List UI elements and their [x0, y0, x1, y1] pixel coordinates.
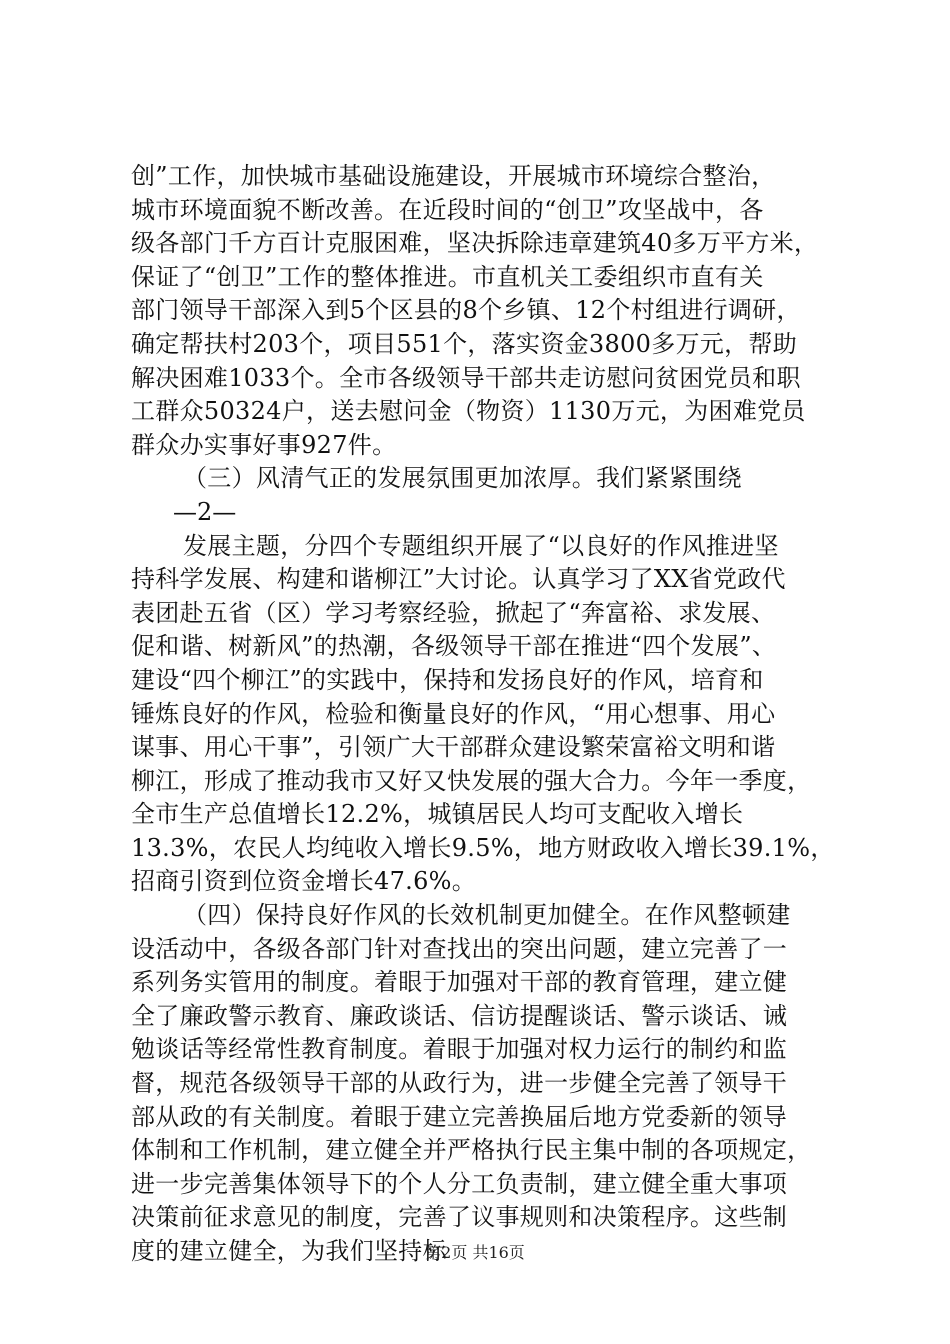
section-heading-line: （三）风清气正的发展氛围更加浓厚。我们紧紧围绕 — [183, 464, 742, 493]
text-line: 柳江，形成了推动我市又好又快发展的强大合力。今年一季度， — [131, 766, 812, 795]
text-line: 表团赴五省（区）学习考察经验，掀起了“奔富裕、求发展、 — [131, 598, 776, 627]
text-line: 招商引资到位资金增长47.6%。 — [131, 867, 477, 896]
text-line: 发展主题，分四个专题组织开展了“以良好的作风推进坚 — [183, 531, 779, 560]
text-line: 锤炼良好的作风，检验和衡量良好的作风，“用心想事、用心 — [131, 699, 776, 728]
paragraph-4 — [131, 899, 836, 1269]
text-line: 部门领导干部深入到5个区县的8个乡镇、12个村组进行调研， — [131, 296, 801, 325]
text-line: 全市生产总值增长12.2%，城镇居民人均可支配收入增长 — [131, 800, 744, 829]
text-line: 体制和工作机制，建立健全并严格执行民主集中制的各项规定， — [131, 1136, 812, 1165]
text-line: 创”工作，加快城市基础设施建设，开展城市环境综合整治， — [131, 162, 776, 190]
text-line: 进一步完善集体领导下的个人分工负责制，建立健全重大事项 — [131, 1169, 788, 1198]
text-line: 度的建立健全，为我们坚持标 — [131, 1237, 447, 1265]
text-line: 系列务实管用的制度。着眼于加强对干部的教育管理，建立健 — [131, 968, 788, 997]
text-line: 部从政的有关制度。着眼于建立完善换届后地方党委新的领导 — [131, 1102, 788, 1131]
page-footer: 第2页 共16页 — [425, 1243, 525, 1262]
text-line: 确定帮扶村203个，项目551个，落实资金3800多万元，帮助 — [131, 329, 797, 358]
document-body — [131, 160, 836, 1269]
paragraph-1 — [131, 160, 836, 462]
text-line: 促和谐、树新风”的热潮，各级领导干部在推进“四个发展”、 — [131, 632, 777, 661]
paragraph-2 — [131, 462, 836, 496]
paragraph-3 — [131, 530, 836, 900]
text-line: 持科学发展、构建和谐柳江”大讨论。认真学习了XX省党政代 — [131, 565, 786, 594]
inline-page-marker: —2— — [173, 497, 237, 526]
text-line: 谋事、用心干事”，引领广大干部群众建设繁荣富裕文明和谐 — [131, 733, 776, 762]
text-line: 勉谈话等经常性教育制度。着眼于加强对权力运行的制约和监 — [131, 1035, 788, 1064]
text-line: 设活动中，各级各部门针对查找出的突出问题，建立完善了一 — [131, 934, 788, 963]
text-line: 城市环境面貌不断改善。在近段时间的“创卫”攻坚战中，各 — [131, 195, 764, 224]
text-line: 工群众50324户，送去慰问金（物资）1130万元，为困难党员 — [131, 397, 806, 426]
text-line: 群众办实事好事927件。 — [131, 430, 397, 459]
text-line: 全了廉政警示教育、廉政谈话、信访提醒谈话、警示谈话、诫 — [131, 1001, 788, 1030]
text-line: 决策前征求意见的制度，完善了议事规则和决策程序。这些制 — [131, 1203, 788, 1232]
text-line: 解决困难1033个。全市各级领导干部共走访慰问贫困党员和职 — [131, 363, 801, 392]
text-line: 保证了“创卫”工作的整体推进。市直机关工委组织市直有关 — [131, 262, 764, 291]
text-line: 建设“四个柳江”的实践中，保持和发扬良好的作风，培育和 — [131, 665, 764, 694]
section-heading-line: （四）保持良好作风的长效机制更加健全。在作风整顿建 — [183, 901, 791, 930]
text-line: 级各部门千方百计克服困难，坚决拆除违章建筑40多万平方米， — [131, 229, 819, 258]
text-line: 13.3%，农民人均纯收入增长9.5%，地方财政收入增长39.1%， — [131, 833, 835, 862]
text-line: 督，规范各级领导干部的从政行为，进一步健全完善了领导干 — [131, 1069, 788, 1098]
